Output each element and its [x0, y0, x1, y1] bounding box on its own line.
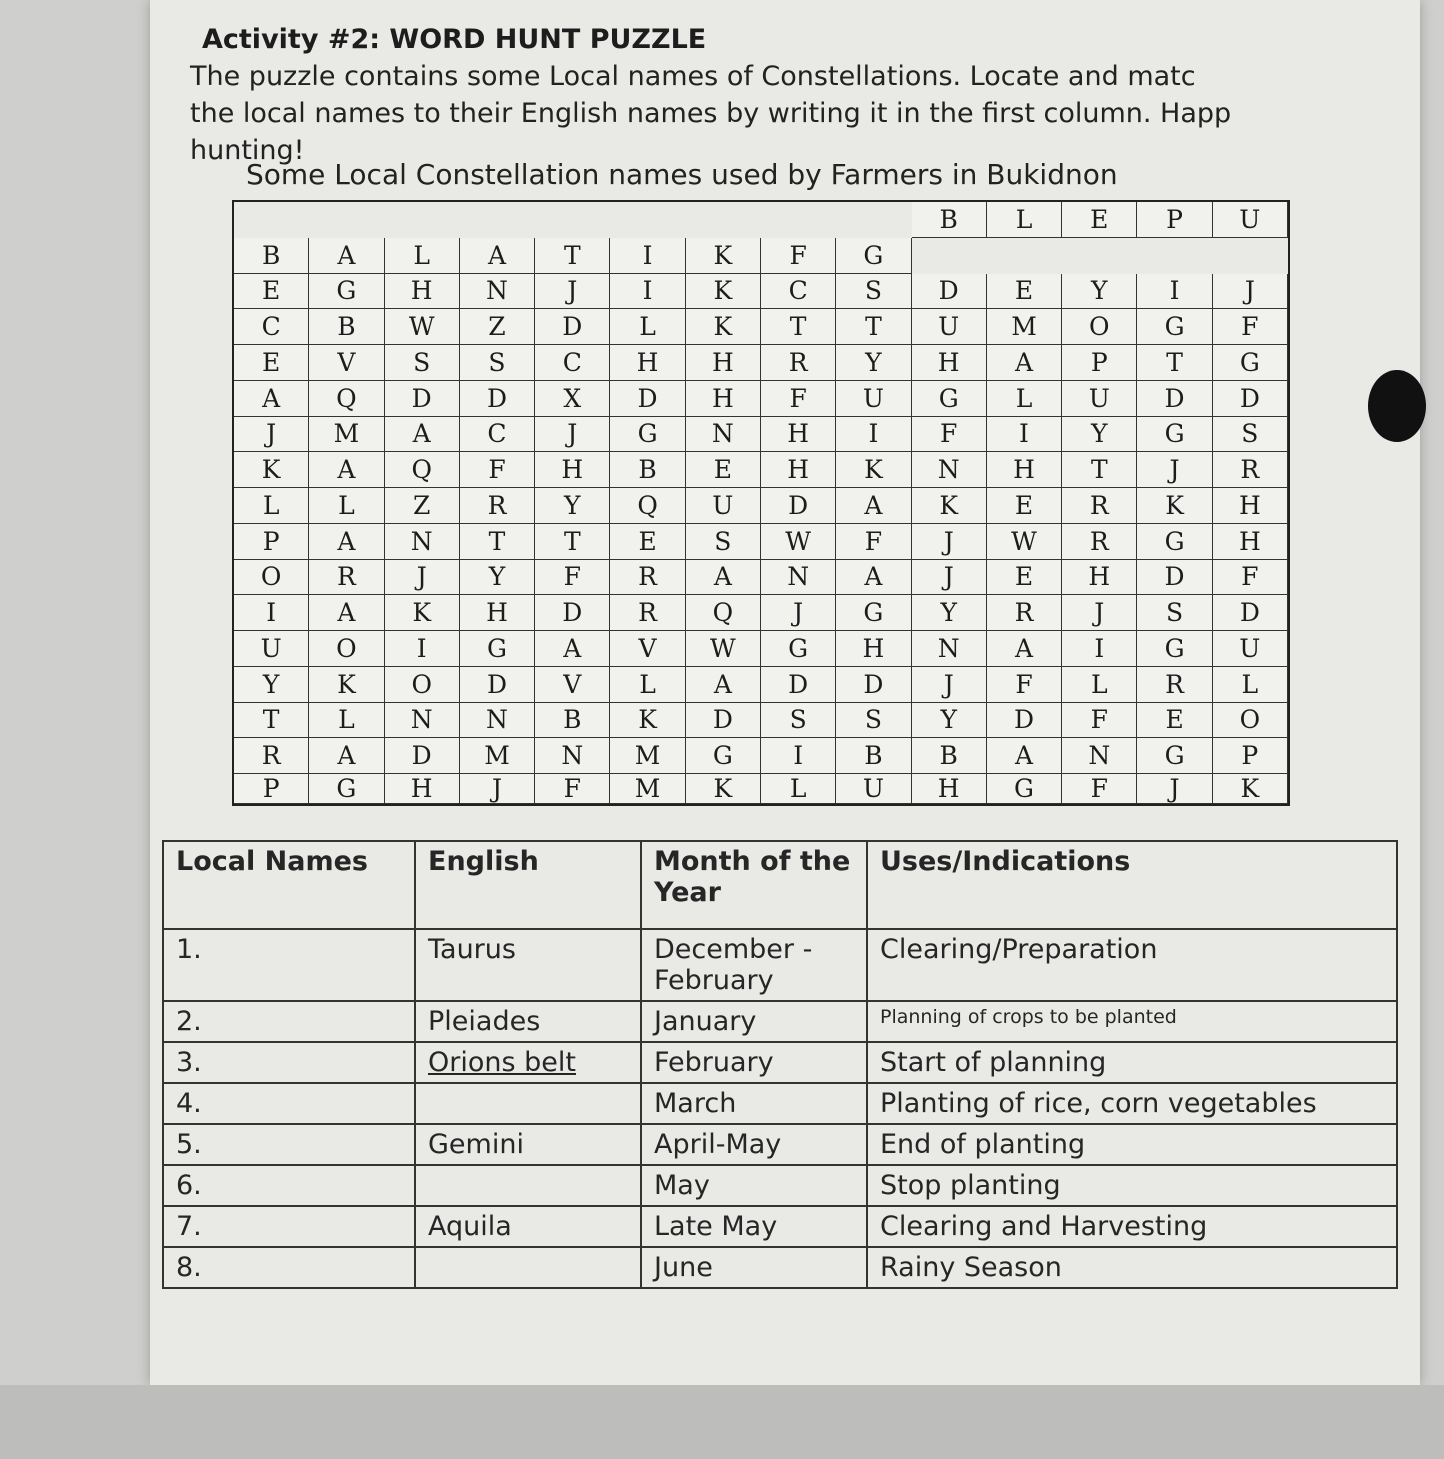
- grid-cell[interactable]: G: [1213, 345, 1288, 381]
- grid-cell[interactable]: R: [1213, 452, 1288, 488]
- grid-cell[interactable]: S: [1137, 595, 1212, 631]
- word-search-grid: [232, 200, 1290, 806]
- grid-cell[interactable]: B: [912, 202, 987, 238]
- grid-cell[interactable]: K: [912, 488, 987, 524]
- grid-cell[interactable]: U: [1213, 202, 1288, 238]
- english-cell: Aquila: [415, 1206, 641, 1247]
- grid-cell[interactable]: J: [912, 667, 987, 703]
- grid-cell[interactable]: V: [610, 631, 685, 667]
- grid-cell[interactable]: D: [385, 738, 460, 774]
- grid-cell[interactable]: G: [1137, 631, 1212, 667]
- grid-cell[interactable]: J: [1213, 274, 1288, 310]
- activity-heading: Activity #2: WORD HUNT PUZZLE: [202, 24, 707, 55]
- grid-cell[interactable]: E: [987, 560, 1062, 596]
- page-bottom-edge: [0, 1385, 1444, 1459]
- use-cell: Stop planting: [867, 1165, 1397, 1206]
- grid-cell[interactable]: G: [1137, 417, 1212, 453]
- grid-cell[interactable]: R: [460, 488, 535, 524]
- grid-cell[interactable]: Y: [912, 703, 987, 739]
- grid-cell[interactable]: J: [1137, 452, 1212, 488]
- grid-cell[interactable]: R: [987, 595, 1062, 631]
- grid-cell[interactable]: C: [234, 309, 309, 345]
- grid-cell[interactable]: D: [761, 667, 836, 703]
- grid-cell[interactable]: N: [686, 417, 761, 453]
- grid-cell[interactable]: G: [1137, 524, 1212, 560]
- grid-cell[interactable]: [987, 238, 1062, 274]
- grid-cell[interactable]: E: [234, 274, 309, 310]
- grid-cell[interactable]: Q: [385, 452, 460, 488]
- grid-cell[interactable]: R: [234, 738, 309, 774]
- english-cell[interactable]: [415, 1247, 641, 1288]
- grid-cell[interactable]: H: [761, 452, 836, 488]
- grid-cell[interactable]: K: [686, 309, 761, 345]
- grid-cell[interactable]: J: [535, 274, 610, 310]
- grid-cell[interactable]: Q: [610, 488, 685, 524]
- grid-cell[interactable]: A: [686, 667, 761, 703]
- grid-cell[interactable]: [761, 202, 836, 238]
- grid-cell[interactable]: U: [234, 631, 309, 667]
- grid-cell[interactable]: I: [610, 238, 685, 274]
- grid-cell[interactable]: A: [836, 560, 911, 596]
- grid-cell[interactable]: I: [1062, 631, 1137, 667]
- grid-cell[interactable]: A: [987, 345, 1062, 381]
- worksheet-page: [150, 0, 1420, 1385]
- grid-cell[interactable]: B: [309, 309, 384, 345]
- grid-cell[interactable]: A: [460, 238, 535, 274]
- grid-cell[interactable]: I: [987, 417, 1062, 453]
- grid-cell[interactable]: R: [1062, 488, 1137, 524]
- grid-cell[interactable]: [610, 202, 685, 238]
- grid-cell[interactable]: W: [686, 631, 761, 667]
- grid-cell[interactable]: W: [385, 309, 460, 345]
- grid-cell[interactable]: B: [836, 738, 911, 774]
- table-row: [163, 1247, 1397, 1288]
- grid-cell[interactable]: [836, 202, 911, 238]
- grid-cell[interactable]: R: [610, 560, 685, 596]
- grid-cell[interactable]: O: [1062, 309, 1137, 345]
- grid-cell[interactable]: M: [987, 309, 1062, 345]
- grid-cell[interactable]: J: [460, 774, 535, 804]
- grid-cell[interactable]: L: [1062, 667, 1137, 703]
- grid-cell[interactable]: Y: [1062, 417, 1137, 453]
- grid-cell[interactable]: G: [686, 738, 761, 774]
- month-cell: January: [641, 1001, 867, 1042]
- english-cell[interactable]: [415, 1165, 641, 1206]
- grid-cell[interactable]: C: [761, 274, 836, 310]
- grid-cell[interactable]: J: [1062, 595, 1137, 631]
- grid-cell[interactable]: H: [535, 452, 610, 488]
- grid-cell[interactable]: U: [1213, 631, 1288, 667]
- grid-cell[interactable]: L: [309, 488, 384, 524]
- grid-cell[interactable]: F: [912, 417, 987, 453]
- grid-cell[interactable]: G: [987, 774, 1062, 804]
- grid-cell[interactable]: P: [1137, 202, 1212, 238]
- grid-cell[interactable]: S: [1213, 417, 1288, 453]
- grid-cell[interactable]: B: [535, 703, 610, 739]
- grid-cell[interactable]: E: [987, 488, 1062, 524]
- grid-cell[interactable]: Q: [309, 381, 384, 417]
- local-name-cell[interactable]: 7.: [163, 1206, 415, 1247]
- grid-cell[interactable]: G: [309, 274, 384, 310]
- grid-cell[interactable]: N: [761, 560, 836, 596]
- grid-cell[interactable]: E: [987, 274, 1062, 310]
- grid-cell[interactable]: G: [1137, 309, 1212, 345]
- header-english: English: [415, 841, 641, 929]
- grid-cell[interactable]: N: [912, 452, 987, 488]
- grid-cell[interactable]: T: [535, 524, 610, 560]
- grid-cell[interactable]: F: [761, 381, 836, 417]
- grid-cell[interactable]: I: [1137, 274, 1212, 310]
- grid-cell[interactable]: G: [836, 238, 911, 274]
- use-cell: Planning of crops to be planted: [867, 1001, 1397, 1042]
- month-cell: May: [641, 1165, 867, 1206]
- grid-cell[interactable]: T: [535, 238, 610, 274]
- table-row: [163, 1124, 1397, 1165]
- english-cell: Pleiades: [415, 1001, 641, 1042]
- grid-cell[interactable]: T: [1137, 345, 1212, 381]
- grid-cell[interactable]: A: [686, 560, 761, 596]
- grid-cell[interactable]: U: [836, 774, 911, 804]
- grid-cell[interactable]: F: [1062, 774, 1137, 804]
- grid-cell[interactable]: B: [912, 738, 987, 774]
- grid-cell[interactable]: C: [460, 417, 535, 453]
- grid-cell[interactable]: K: [234, 452, 309, 488]
- grid-cell[interactable]: K: [686, 774, 761, 804]
- grid-cell[interactable]: A: [309, 595, 384, 631]
- english-cell: Gemini: [415, 1124, 641, 1165]
- grid-cell[interactable]: R: [1137, 667, 1212, 703]
- grid-cell[interactable]: N: [535, 738, 610, 774]
- table-row: [163, 929, 1397, 1001]
- grid-cell[interactable]: H: [912, 345, 987, 381]
- grid-cell[interactable]: O: [309, 631, 384, 667]
- grid-cell[interactable]: F: [836, 524, 911, 560]
- grid-cell[interactable]: E: [234, 345, 309, 381]
- header-uses: Uses/Indications: [867, 841, 1397, 929]
- table-row: [163, 1001, 1397, 1042]
- grid-cell[interactable]: L: [385, 238, 460, 274]
- table-row: [163, 1165, 1397, 1206]
- month-cell: February: [641, 1042, 867, 1083]
- grid-cell[interactable]: J: [535, 417, 610, 453]
- grid-cell[interactable]: M: [610, 774, 685, 804]
- grid-cell[interactable]: F: [1062, 703, 1137, 739]
- grid-cell[interactable]: P: [1213, 738, 1288, 774]
- grid-cell[interactable]: N: [385, 524, 460, 560]
- grid-cell[interactable]: D: [460, 667, 535, 703]
- grid-cell[interactable]: Y: [836, 345, 911, 381]
- month-cell: March: [641, 1083, 867, 1124]
- use-cell: Clearing and Harvesting: [867, 1206, 1397, 1247]
- grid-cell[interactable]: W: [987, 524, 1062, 560]
- grid-cell[interactable]: R: [309, 560, 384, 596]
- instructions-text: The puzzle contains some Local names of Constellations. Locate and matc the local names to their English names by writing it in the first column. Happ hunting!: [190, 61, 1232, 166]
- grid-cell[interactable]: E: [610, 524, 685, 560]
- grid-cell[interactable]: L: [987, 202, 1062, 238]
- grid-cell[interactable]: U: [686, 488, 761, 524]
- grid-cell[interactable]: L: [309, 703, 384, 739]
- grid-cell[interactable]: I: [836, 417, 911, 453]
- grid-cell[interactable]: G: [460, 631, 535, 667]
- grid-cell[interactable]: F: [535, 774, 610, 804]
- grid-cell[interactable]: Y: [460, 560, 535, 596]
- local-name-cell[interactable]: 1.: [163, 929, 415, 1001]
- grid-cell[interactable]: H: [385, 274, 460, 310]
- grid-cell[interactable]: H: [836, 631, 911, 667]
- grid-cell[interactable]: S: [836, 703, 911, 739]
- grid-cell[interactable]: E: [686, 452, 761, 488]
- grid-cell[interactable]: [912, 238, 987, 274]
- local-name-cell[interactable]: 4.: [163, 1083, 415, 1124]
- grid-cell[interactable]: G: [912, 381, 987, 417]
- grid-cell[interactable]: K: [1213, 774, 1288, 804]
- local-name-cell[interactable]: 2.: [163, 1001, 415, 1042]
- grid-cell[interactable]: L: [234, 488, 309, 524]
- grid-cell[interactable]: R: [1062, 524, 1137, 560]
- grid-cell[interactable]: H: [686, 345, 761, 381]
- grid-cell[interactable]: K: [686, 238, 761, 274]
- grid-cell[interactable]: [1137, 238, 1212, 274]
- month-cell: June: [641, 1247, 867, 1288]
- grid-cell[interactable]: L: [610, 309, 685, 345]
- grid-cell[interactable]: N: [460, 703, 535, 739]
- grid-cell[interactable]: D: [460, 381, 535, 417]
- grid-cell[interactable]: G: [761, 631, 836, 667]
- grid-cell[interactable]: K: [309, 667, 384, 703]
- grid-cell[interactable]: D: [385, 381, 460, 417]
- grid-cell[interactable]: P: [234, 524, 309, 560]
- grid-cell[interactable]: R: [610, 595, 685, 631]
- grid-cell[interactable]: O: [1213, 703, 1288, 739]
- grid-cell[interactable]: F: [987, 667, 1062, 703]
- grid-cell[interactable]: K: [610, 703, 685, 739]
- grid-cell[interactable]: H: [1213, 488, 1288, 524]
- grid-cell[interactable]: I: [761, 738, 836, 774]
- grid-cell[interactable]: W: [761, 524, 836, 560]
- grid-cell[interactable]: D: [535, 595, 610, 631]
- grid-cell[interactable]: F: [460, 452, 535, 488]
- grid-cell[interactable]: A: [234, 381, 309, 417]
- grid-cell[interactable]: A: [836, 488, 911, 524]
- grid-cell[interactable]: T: [234, 703, 309, 739]
- grid-cell[interactable]: [535, 202, 610, 238]
- answer-table: [162, 840, 1398, 1289]
- grid-cell[interactable]: [460, 202, 535, 238]
- grid-cell[interactable]: V: [535, 667, 610, 703]
- grid-cell[interactable]: J: [1137, 774, 1212, 804]
- grid-cell[interactable]: D: [686, 703, 761, 739]
- grid-cell[interactable]: H: [987, 452, 1062, 488]
- grid-cell[interactable]: S: [761, 703, 836, 739]
- grid-cell[interactable]: I: [234, 595, 309, 631]
- grid-cell[interactable]: J: [912, 524, 987, 560]
- month-cell: April-May: [641, 1124, 867, 1165]
- english-cell: Orions belt: [415, 1042, 641, 1083]
- grid-cell[interactable]: S: [686, 524, 761, 560]
- grid-cell[interactable]: P: [1062, 345, 1137, 381]
- grid-cell[interactable]: L: [761, 774, 836, 804]
- grid-cell[interactable]: H: [761, 417, 836, 453]
- use-cell: Rainy Season: [867, 1247, 1397, 1288]
- grid-cell[interactable]: Z: [385, 488, 460, 524]
- grid-cell[interactable]: D: [836, 667, 911, 703]
- grid-cell[interactable]: V: [309, 345, 384, 381]
- grid-cell[interactable]: K: [1137, 488, 1212, 524]
- use-cell: End of planting: [867, 1124, 1397, 1165]
- grid-cell[interactable]: Y: [234, 667, 309, 703]
- grid-cell[interactable]: D: [1213, 381, 1288, 417]
- grid-cell[interactable]: D: [610, 381, 685, 417]
- grid-cell[interactable]: J: [234, 417, 309, 453]
- grid-cell[interactable]: I: [385, 631, 460, 667]
- grid-cell[interactable]: Q: [686, 595, 761, 631]
- grid-cell[interactable]: A: [535, 631, 610, 667]
- grid-cell[interactable]: D: [535, 309, 610, 345]
- grid-cell[interactable]: D: [912, 274, 987, 310]
- grid-cell[interactable]: Y: [1062, 274, 1137, 310]
- grid-cell[interactable]: A: [309, 238, 384, 274]
- month-cell: December -February: [641, 929, 867, 1001]
- grid-cell[interactable]: A: [309, 738, 384, 774]
- grid-cell[interactable]: A: [309, 452, 384, 488]
- grid-cell[interactable]: [309, 202, 384, 238]
- grid-cell[interactable]: Y: [535, 488, 610, 524]
- grid-cell[interactable]: E: [1137, 703, 1212, 739]
- grid-cell[interactable]: S: [460, 345, 535, 381]
- grid-cell[interactable]: B: [234, 238, 309, 274]
- grid-cell[interactable]: M: [610, 738, 685, 774]
- grid-cell[interactable]: P: [234, 774, 309, 804]
- grid-cell[interactable]: H: [912, 774, 987, 804]
- grid-cell[interactable]: T: [836, 309, 911, 345]
- grid-cell[interactable]: D: [761, 488, 836, 524]
- grid-cell[interactable]: L: [610, 667, 685, 703]
- grid-cell[interactable]: [686, 202, 761, 238]
- grid-cell[interactable]: [1213, 238, 1288, 274]
- grid-cell[interactable]: U: [836, 381, 911, 417]
- grid-cell[interactable]: [385, 202, 460, 238]
- grid-cell[interactable]: I: [610, 274, 685, 310]
- grid-cell[interactable]: X: [535, 381, 610, 417]
- grid-cell[interactable]: L: [1213, 667, 1288, 703]
- grid-cell[interactable]: Z: [460, 309, 535, 345]
- grid-cell[interactable]: F: [535, 560, 610, 596]
- grid-cell[interactable]: H: [1213, 524, 1288, 560]
- local-name-cell[interactable]: 6.: [163, 1165, 415, 1206]
- grid-cell[interactable]: K: [686, 274, 761, 310]
- grid-cell[interactable]: G: [309, 774, 384, 804]
- puzzle-subtitle: Some Local Constellation names used by Farmers in Bukidnon: [246, 158, 1118, 191]
- grid-cell[interactable]: M: [460, 738, 535, 774]
- grid-cell[interactable]: J: [912, 560, 987, 596]
- grid-cell[interactable]: E: [1062, 202, 1137, 238]
- grid-cell[interactable]: T: [460, 524, 535, 560]
- grid-cell[interactable]: A: [309, 524, 384, 560]
- grid-cell[interactable]: H: [1062, 560, 1137, 596]
- grid-cell[interactable]: Y: [912, 595, 987, 631]
- grid-cell[interactable]: K: [385, 595, 460, 631]
- grid-cell[interactable]: M: [309, 417, 384, 453]
- grid-cell[interactable]: D: [987, 703, 1062, 739]
- grid-cell[interactable]: H: [385, 774, 460, 804]
- use-cell: Clearing/Preparation: [867, 929, 1397, 1001]
- grid-cell[interactable]: N: [912, 631, 987, 667]
- grid-cell[interactable]: A: [987, 738, 1062, 774]
- use-cell: Start of planning: [867, 1042, 1397, 1083]
- grid-cell[interactable]: T: [761, 309, 836, 345]
- grid-cell[interactable]: N: [385, 703, 460, 739]
- grid-cell[interactable]: D: [1137, 381, 1212, 417]
- grid-cell[interactable]: S: [836, 274, 911, 310]
- grid-cell[interactable]: T: [1062, 452, 1137, 488]
- grid-cell[interactable]: J: [761, 595, 836, 631]
- local-name-cell[interactable]: 5.: [163, 1124, 415, 1165]
- grid-cell[interactable]: C: [535, 345, 610, 381]
- grid-cell[interactable]: H: [686, 381, 761, 417]
- binder-hole: [1368, 370, 1426, 442]
- grid-cell[interactable]: S: [385, 345, 460, 381]
- grid-cell[interactable]: H: [610, 345, 685, 381]
- table-row: [163, 1042, 1397, 1083]
- local-name-cell[interactable]: 3.: [163, 1042, 415, 1083]
- grid-cell[interactable]: U: [1062, 381, 1137, 417]
- grid-cell[interactable]: F: [1213, 560, 1288, 596]
- grid-cell[interactable]: [234, 202, 309, 238]
- month-cell: Late May: [641, 1206, 867, 1247]
- grid-cell[interactable]: D: [1213, 595, 1288, 631]
- table-header-row: [163, 841, 1397, 929]
- grid-cell[interactable]: O: [385, 667, 460, 703]
- header-month: Month of the Year: [641, 841, 867, 929]
- table-row: [163, 1083, 1397, 1124]
- grid-cell[interactable]: [1062, 238, 1137, 274]
- grid-cell[interactable]: H: [460, 595, 535, 631]
- grid-cell[interactable]: J: [385, 560, 460, 596]
- table-row: [163, 1206, 1397, 1247]
- grid-cell[interactable]: B: [610, 452, 685, 488]
- grid-cell[interactable]: O: [234, 560, 309, 596]
- grid-cell[interactable]: N: [1062, 738, 1137, 774]
- english-cell[interactable]: [415, 1083, 641, 1124]
- grid-cell[interactable]: L: [987, 381, 1062, 417]
- grid-cell[interactable]: F: [761, 238, 836, 274]
- grid-cell[interactable]: K: [836, 452, 911, 488]
- grid-cell[interactable]: A: [987, 631, 1062, 667]
- use-cell: Planting of rice, corn vegetables: [867, 1083, 1397, 1124]
- grid-cell[interactable]: D: [1137, 560, 1212, 596]
- english-cell: Taurus: [415, 929, 641, 1001]
- grid-cell[interactable]: F: [1213, 309, 1288, 345]
- grid-cell[interactable]: G: [1137, 738, 1212, 774]
- grid-cell[interactable]: A: [385, 417, 460, 453]
- grid-cell[interactable]: U: [912, 309, 987, 345]
- local-name-cell[interactable]: 8.: [163, 1247, 415, 1288]
- grid-cell[interactable]: N: [460, 274, 535, 310]
- grid-cell[interactable]: G: [610, 417, 685, 453]
- grid-cell[interactable]: R: [761, 345, 836, 381]
- header-local-names: Local Names: [163, 841, 415, 929]
- grid-cell[interactable]: G: [836, 595, 911, 631]
